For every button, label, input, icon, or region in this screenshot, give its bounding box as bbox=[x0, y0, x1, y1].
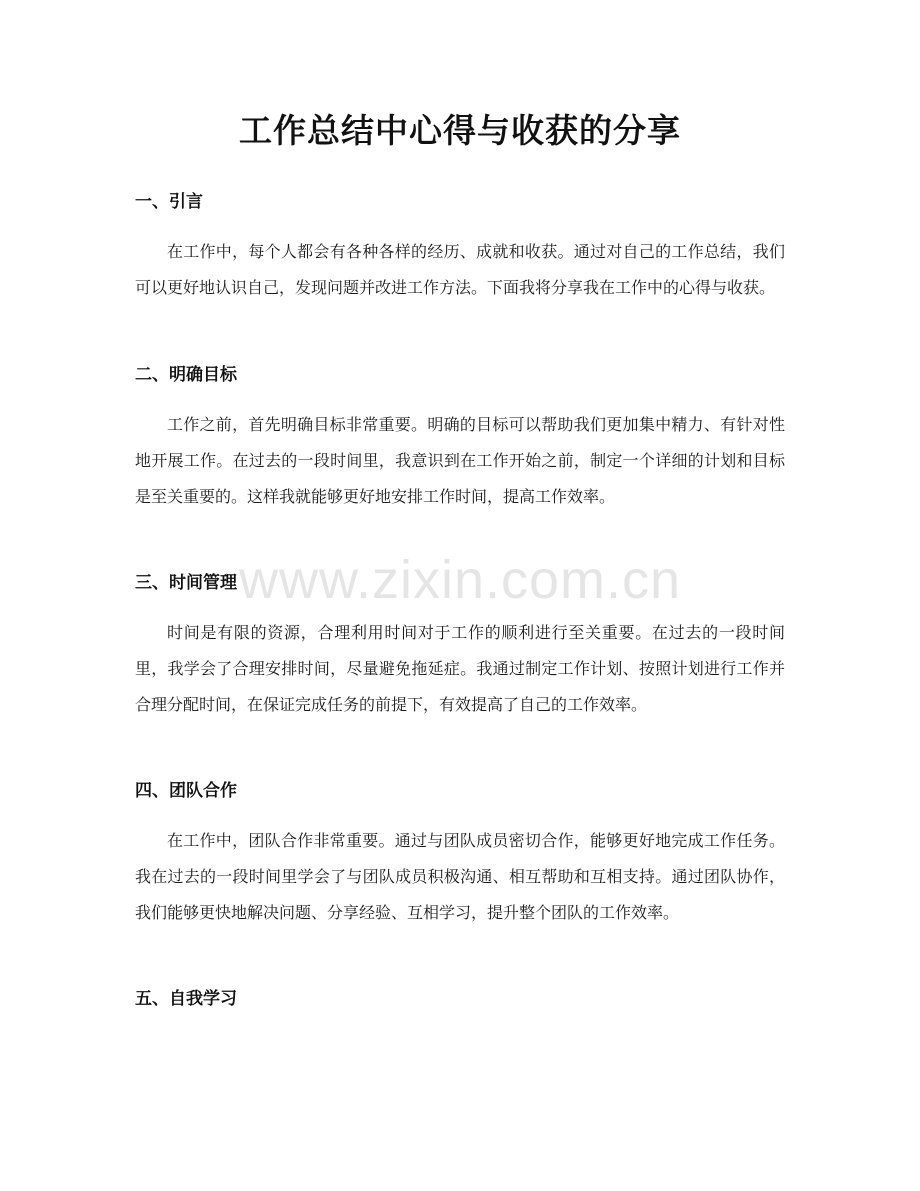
section-heading: 四、团队合作 bbox=[135, 781, 237, 801]
section-teamwork bbox=[135, 779, 785, 931]
section-paragraph: 时间是有限的资源，合理利用时间对于工作的顺利进行至关重要。在过去的一段时间里，我学会了合理安排时间，尽量避免拖延症。我通过制定工作计划、按照计划进行工作并合理分配时间，在保证完成任务的前提下，有效提高了自己的工作效率。 bbox=[135, 623, 785, 714]
section-heading: 一、引言 bbox=[135, 192, 203, 212]
watermark: www.zixin.com.cn bbox=[238, 550, 682, 610]
section-time-management bbox=[135, 571, 785, 723]
section-heading: 五、自我学习 bbox=[135, 989, 237, 1009]
section-heading: 二、明确目标 bbox=[135, 365, 237, 385]
section-paragraph: 在工作中，团队合作非常重要。通过与团队成员密切合作，能够更好地完成工作任务。我在过去的一段时间里学会了与团队成员积极沟通、相互帮助和互相支持。通过团队协作，我们能够更快地解决问题、分享经验、互相学习，提升整个团队的工作效率。 bbox=[135, 831, 785, 922]
section-introduction bbox=[135, 190, 785, 306]
section-self-learning bbox=[135, 987, 785, 1011]
section-clear-goals bbox=[135, 363, 785, 515]
section-paragraph: 工作之前，首先明确目标非常重要。明确的目标可以帮助我们更加集中精力、有针对性地开展工作。在过去的一段时间里，我意识到在工作开始之前，制定一个详细的计划和目标是至关重要的。这样我就能够更好地安排工作时间，提高工作效率。 bbox=[135, 415, 785, 506]
section-heading: 三、时间管理 bbox=[135, 573, 237, 593]
section-paragraph: 在工作中，每个人都会有各种各样的经历、成就和收获。通过对自己的工作总结，我们可以更好地认识自己，发现问题并改进工作方法。下面我将分享我在工作中的心得与收获。 bbox=[135, 242, 785, 297]
document-title: 工作总结中心得与收获的分享 bbox=[239, 111, 681, 150]
